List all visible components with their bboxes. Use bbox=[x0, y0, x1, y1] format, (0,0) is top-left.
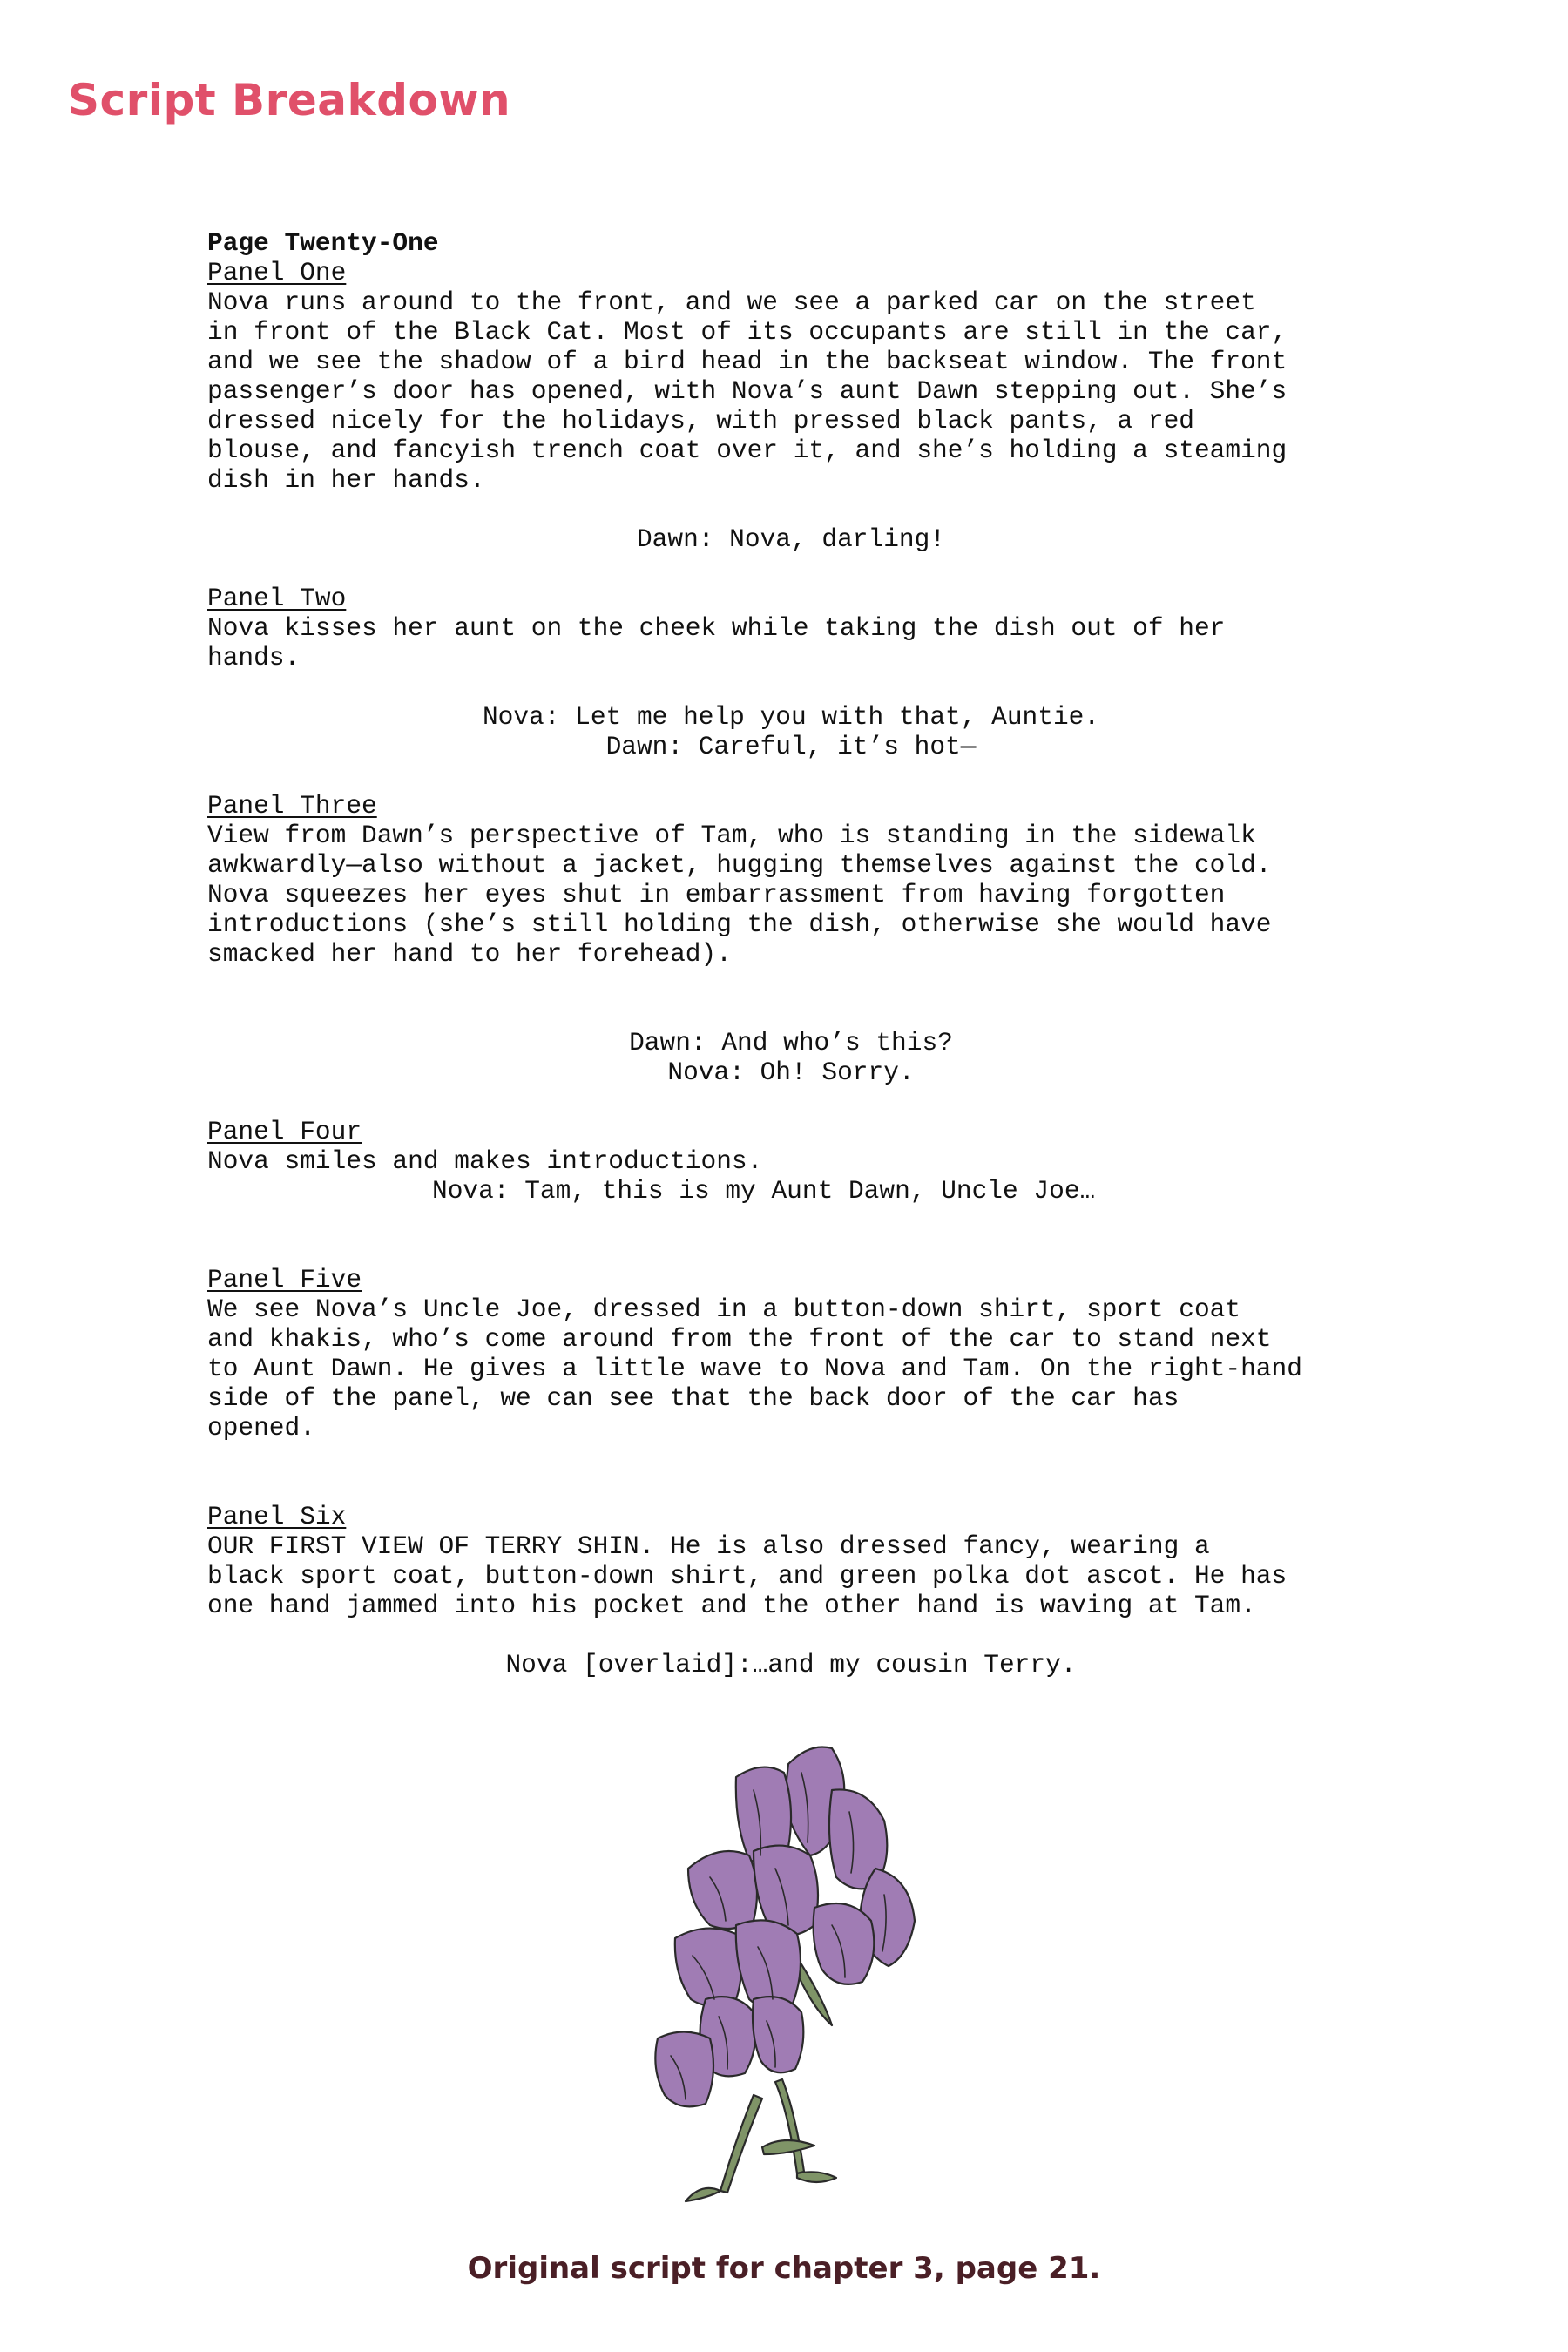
page-title: Script Breakdown bbox=[68, 75, 511, 125]
dialogue-line: Dawn: Careful, it’s hot— bbox=[605, 732, 977, 761]
dialogue-line: Dawn: And who’s this? bbox=[629, 1028, 953, 1058]
panel-heading: Panel Two bbox=[207, 584, 347, 613]
flower-stem bbox=[720, 2095, 762, 2193]
panel-description: Nova kisses her aunt on the cheek while taking the dish out of her hands. bbox=[207, 613, 1226, 672]
panel-description: View from Dawn’s perspective of Tam, who is standing in the sidewalk awkwardly—also without a jacket, hugging themselves against the cold. Nova squeezes her eyes shut in embarrassment from having forgotten introductions (she’s still holding the dish, otherwise she would have smacked her hand to her forehead). bbox=[207, 821, 1272, 969]
script-page-heading: Page Twenty-One bbox=[207, 228, 439, 258]
panel-description: Nova runs around to the front, and we see a parked car on the street in front of the Black Cat. Most of its occupants are still in the car, and we see the shadow of a bird head in the backseat window. The front passenger’s door has opened, with Nova’s aunt Dawn stepping out. She’s dressed nicely for the holidays, with pressed black pants, a red blouse, and fancyish trench coat over it, and she’s holding a steaming dish in her hands. bbox=[207, 287, 1288, 495]
panel-description: Nova smiles and makes introductions. bbox=[207, 1146, 763, 1176]
panel-heading: Panel Four bbox=[207, 1117, 362, 1146]
dialogue-line: Nova: Let me help you with that, Auntie. bbox=[482, 702, 1100, 732]
panel-heading: Panel One bbox=[207, 258, 347, 287]
flower-illustration bbox=[623, 1738, 945, 2208]
panel-heading: Panel Three bbox=[207, 791, 377, 821]
script-body bbox=[207, 228, 1375, 1680]
dialogue-line: Dawn: Nova, darling! bbox=[636, 524, 946, 554]
panel-description: OUR FIRST VIEW OF TERRY SHIN. He is also dressed fancy, wearing a black sport coat, button-down shirt, and green polka dot ascot. He has one hand jammed into his pocket and the other hand is waving at Tam. bbox=[207, 1531, 1288, 1620]
panel-heading: Panel Six bbox=[207, 1502, 347, 1531]
panel-description: We see Nova’s Uncle Joe, dressed in a button-down shirt, sport coat and khakis, who’s come around from the front of the car to stand next to Aunt Dawn. He gives a little wave to Nova and Tam. On the right-hand side of the panel, we can see that the back door of the car has opened. bbox=[207, 1294, 1302, 1443]
figure-caption: Original script for chapter 3, page 21. bbox=[467, 2251, 1101, 2286]
dialogue-line: Nova: Oh! Sorry. bbox=[667, 1058, 915, 1087]
dialogue-line: Nova [overlaid]:…and my cousin Terry. bbox=[505, 1650, 1077, 1680]
panel-heading: Panel Five bbox=[207, 1265, 362, 1294]
dialogue-line: Nova: Tam, this is my Aunt Dawn, Uncle Joe… bbox=[432, 1176, 1096, 1206]
